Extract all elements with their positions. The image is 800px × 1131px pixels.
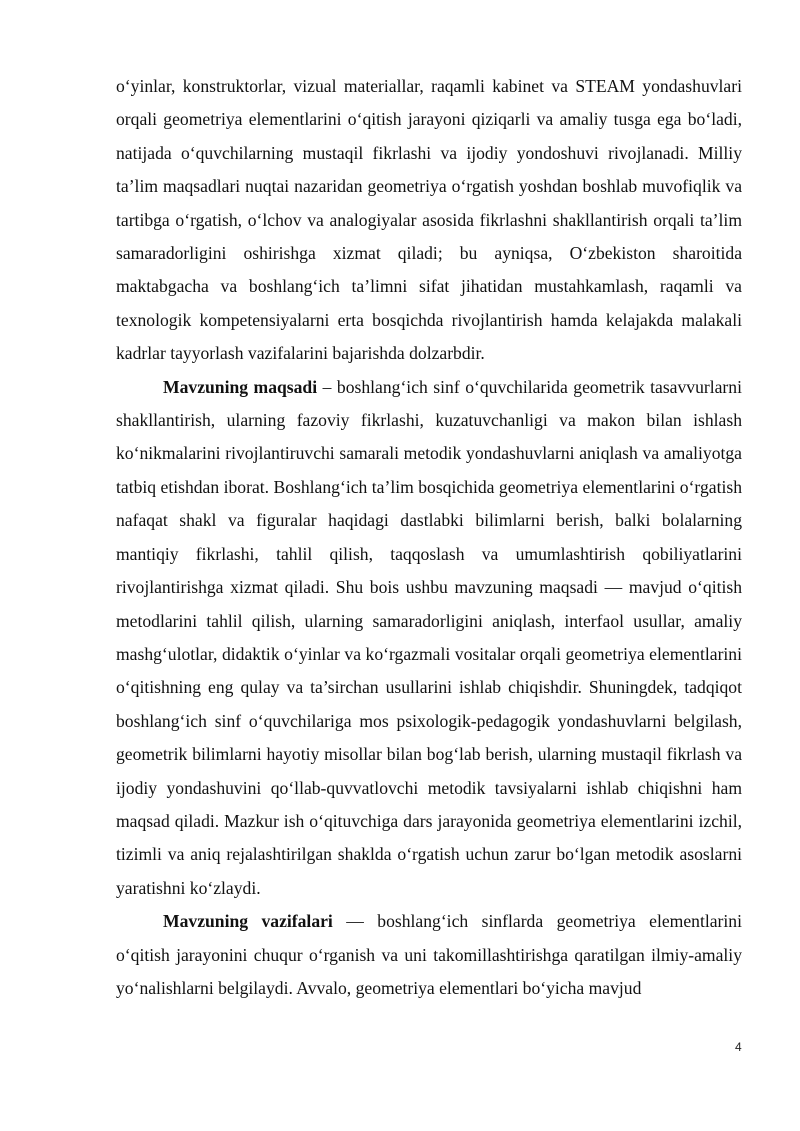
section-heading-goal: Mavzuning maqsadi bbox=[163, 376, 318, 397]
paragraph-text: — boshlang‘ich sinflarda geometriya elementlarini o‘qitish jarayonini chuqur o‘rganish va uni takomillashtirishga qaratilgan ilmiy-amaliy yo‘nalishlarni belgilaydi. Avvalo, geometriya elementlari bo‘yicha mavjud bbox=[116, 911, 742, 998]
page-number: 4 bbox=[735, 1040, 742, 1054]
section-heading-tasks: Mavzuning vazifalari bbox=[163, 911, 333, 932]
paragraph-text: o‘yinlar, konstruktorlar, vizual materiallar, raqamli kabinet va STEAM yondashuvlari orqali geometriya elementlarini o‘qitish jarayoni qiziqarli va amaliy tusga ega bo‘ladi, natijada o‘quvchilarning mustaqil fikrlashi va ijodiy yondoshuvi rivojlanadi. Milliy ta’lim maqsadlari nuqtai nazaridan geometriya o‘rgatish yoshdan boshlab muvofiqlik va tartibga o‘rgatish, o‘lchov va analogiyalar asosida fikrlashni shakllantirish orqali ta’lim samaradorligini oshirishga xizmat qiladi; bu ayniqsa, O‘zbekiston sharoitida maktabgacha va boshlang‘ich ta’limni sifat jihatidan mustahkamlash, raqamli va texnologik kompetensiyalarni erta bosqichda rivojlantirish hamda kelajakda malakali kadrlar tayyorlash vazifalarini bajarishda dolzarbdir. bbox=[116, 76, 742, 364]
paragraph-intro bbox=[116, 70, 742, 371]
paragraph-tasks bbox=[116, 905, 742, 1005]
paragraph-text: – boshlang‘ich sinf o‘quvchilarida geometrik tasavvurlarni shakllantirish, ularning fazoviy fikrlashi, kuzatuvchanligi va makon bilan ishlash ko‘nikmalarini rivojlantiruvchi samarali metodik yondashuvlarni aniqlash va amaliyotga tatbiq etishdan iborat. Boshlang‘ich ta’lim bosqichida geometriya elementlarini o‘rgatish nafaqat shakl va figuralar haqidagi dastlabki bilimlarni berish, balki bolalarning mantiqiy fikrlashi, tahlil qilish, taqqoslash va umumlashtirish qobiliyatlarini rivojlantirishga xizmat qiladi. Shu bois ushbu mavzuning maqsadi — mavjud o‘qitish metodlarini tahlil qilish, ularning samaradorligini aniqlash, interfaol usullar, amaliy mashg‘ulotlar, didaktik o‘yinlar va ko‘rgazmali vositalar orqali geometriya elementlarini o‘qitishning eng qulay va ta’sirchan usullarini ishlab chiqishdir. Shuningdek, tadqiqot boshlang‘ich sinf o‘quvchilariga mos psixologik-pedagogik yondashuvlarni belgilash, geometrik bilimlarni hayotiy misollar bilan bog‘lab berish, ularning mustaqil fikrlash va ijodiy yondashuvini qo‘llab-quvvatlovchi metodik tavsiyalarni ishlab chiqishni ham maqsad qiladi. Mazkur ish o‘qituvchiga dars jarayonida geometriya elementlarini izchil, tizimli va aniq rejalashtirilgan shaklda o‘rgatish uchun zarur bo‘lgan metodik asoslarni yaratishni ko‘zlaydi. bbox=[116, 376, 742, 898]
body-text bbox=[116, 70, 742, 1005]
paragraph-goal bbox=[116, 371, 742, 906]
